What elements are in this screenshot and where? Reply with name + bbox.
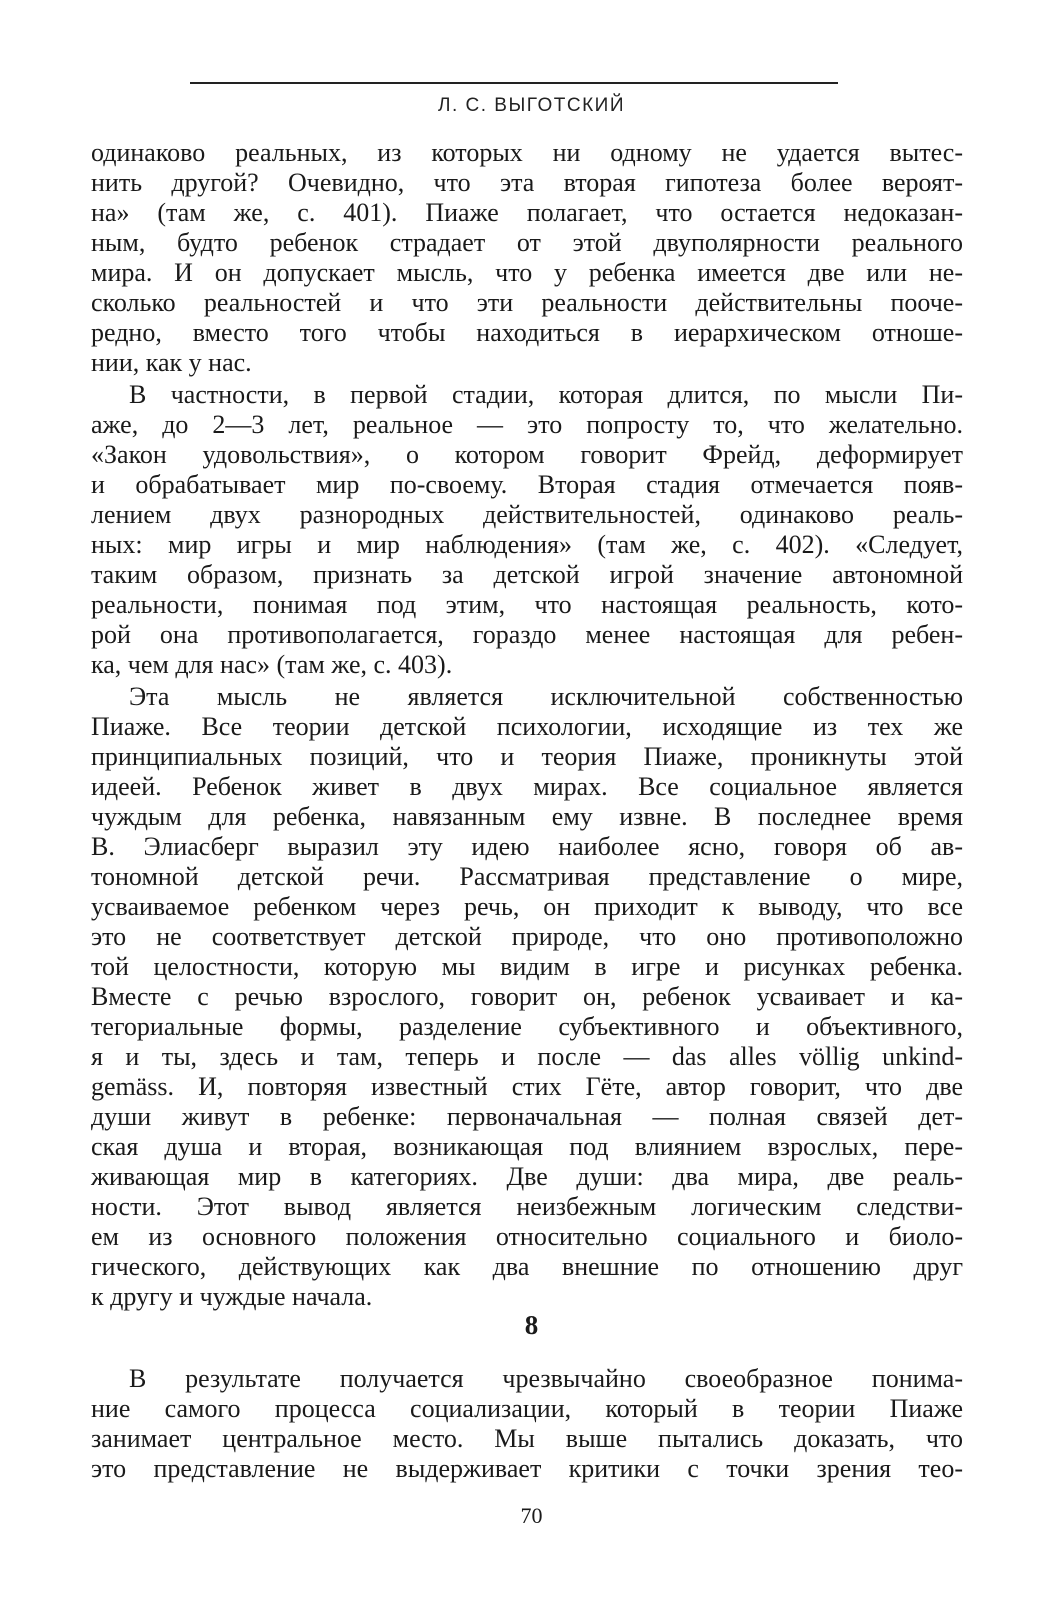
text-line: «Закон удовольствия», о котором говорит Фрейд, деформирует	[91, 440, 963, 469]
text-line: ности. Этот вывод является неизбежным логическим следстви-	[91, 1192, 963, 1221]
page-number: 70	[520, 1503, 543, 1528]
text-line: ным, будто ребенок страдает от этой двуполярности реального	[91, 228, 963, 257]
text-line: мира. И он допускает мысль, что у ребенка имеется две или не-	[91, 258, 963, 287]
text-line: к другу и чуждые начала.	[91, 1282, 373, 1311]
section-paragraph	[91, 1364, 963, 1484]
text-line: принципиальных позиций, что и теория Пиаже, проникнуты этой	[91, 742, 963, 771]
text-line: реальности, понимая под этим, что настоящая реальность, кото-	[91, 590, 963, 619]
paragraph-1	[91, 138, 963, 378]
text-line: рой она противополагается, гораздо менее настоящая для ребен-	[91, 620, 963, 649]
text-line: одинаково реальных, из которых ни одному не удается вытес-	[91, 138, 963, 167]
body-text	[91, 138, 963, 1312]
text-line: В частности, в первой стадии, которая длится, по мысли Пи-	[129, 380, 963, 409]
text-line: gemäss. И, повторяя известный стих Гёте, автор говорит, что две	[91, 1072, 963, 1101]
text-line: усваиваемое ребенком через речь, он приходит к выводу, что все	[91, 892, 963, 921]
text-line: Пиаже. Все теории детской психологии, исходящие из тех же	[91, 712, 963, 741]
section-number: 8	[524, 1310, 539, 1340]
running-head: Л. С. ВЫГОТСКИЙ	[437, 95, 625, 116]
text-line: идеей. Ребенок живет в двух мирах. Все социальное является	[91, 772, 963, 801]
text-line: сколько реальностей и что эти реальности действительны пооче-	[91, 288, 963, 317]
text-line: В результате получается чрезвычайно своеобразное понима-	[129, 1364, 963, 1393]
text-line: занимает центральное место. Мы выше пытались доказать, что	[91, 1424, 963, 1453]
text-line: тономной детской речи. Рассматривая представление о мире,	[91, 862, 963, 891]
text-line: я и ты, здесь и там, теперь и после — das alles völlig unkind-	[91, 1042, 963, 1071]
paragraph-2	[91, 380, 963, 680]
text-line: редно, вместо того чтобы находиться в иерархическом отноше-	[91, 318, 963, 347]
text-line: на» (там же, с. 401). Пиаже полагает, что остается недоказан-	[91, 198, 963, 227]
text-line: это не соответствует детской природе, что оно противоположно	[91, 922, 963, 951]
text-line: нить другой? Очевидно, что эта вторая гипотеза более вероят-	[91, 168, 963, 197]
text-line: В. Элиасберг выразил эту идею наиболее ясно, говоря об ав-	[91, 832, 963, 861]
text-line: гического, действующих как два внешние по отношению друг	[91, 1252, 963, 1281]
paragraph-3	[91, 682, 963, 1312]
text-line: Вместе с речью взрослого, говорит он, ребенок усваивает и ка-	[91, 982, 963, 1011]
text-line: аже, до 2—3 лет, реальное — это попросту то, что желательно.	[91, 410, 963, 439]
header-rule	[190, 82, 838, 84]
text-line: живающая мир в категориях. Две души: два мира, две реаль-	[91, 1162, 963, 1191]
text-line: ка, чем для нас» (там же, с. 403).	[91, 650, 453, 679]
text-line: ская душа и вторая, возникающая под влиянием взрослых, пере-	[91, 1132, 963, 1161]
text-line: ние самого процесса социализации, который в теории Пиаже	[91, 1394, 963, 1423]
text-line: ных: мир игры и мир наблюдения» (там же, с. 402). «Следует,	[91, 530, 963, 559]
text-line: тегориальные формы, разделение субъективного и объективного,	[91, 1012, 963, 1041]
text-line: Эта мысль не является исключительной собственностью	[129, 682, 963, 711]
text-line: лением двух разнородных действительностей, одинаково реаль-	[91, 500, 963, 529]
text-line: души живут в ребенке: первоначальная — полная связей дет-	[91, 1102, 963, 1131]
text-line: той целостности, которую мы видим в игре и рисунках ребенка.	[91, 952, 963, 981]
text-line: чуждым для ребенка, навязанным ему извне. В последнее время	[91, 802, 963, 831]
text-line: ем из основного положения относительно социального и биоло-	[91, 1222, 963, 1251]
text-line: и обрабатывает мир по-своему. Вторая стадия отмечается появ-	[91, 470, 963, 499]
text-line: таким образом, признать за детской игрой значение автономной	[91, 560, 963, 589]
text-line: нии, как у нас.	[91, 348, 252, 377]
text-line: это представление не выдерживает критики с точки зрения тео-	[91, 1454, 963, 1483]
